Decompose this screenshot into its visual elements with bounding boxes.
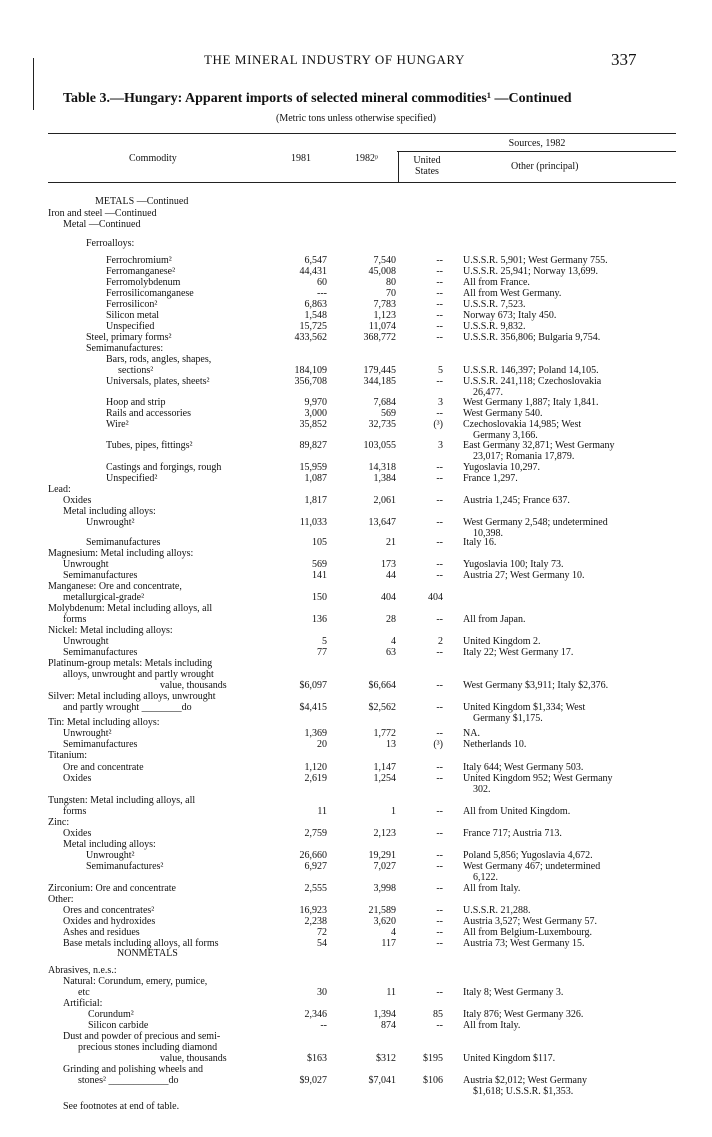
commodity-name: value, thousands — [160, 680, 227, 691]
value-united-states: -- — [436, 288, 443, 299]
value-other-sources: Austria 1,245; France 637. — [463, 495, 570, 506]
commodity-name: Tungsten: Metal including alloys, all — [48, 795, 196, 806]
value-1982: 4 — [391, 927, 396, 938]
commodity-name: Corundum² — [88, 1009, 134, 1020]
value-united-states: -- — [436, 376, 443, 387]
value-1982: 2,123 — [373, 828, 396, 839]
commodity-name: Molybdenum: Metal including alloys, all — [48, 603, 213, 614]
value-1981: 1,120 — [304, 762, 327, 773]
commodity-name: Oxides and hydroxides — [63, 916, 156, 927]
value-1981: 44,431 — [299, 266, 327, 277]
value-other-sources: Yugoslavia 100; Italy 73. — [463, 559, 564, 570]
value-other-sources: NA. — [463, 728, 480, 739]
value-other-sources: All from Japan. — [463, 614, 526, 625]
commodity-name: Unspecified — [106, 321, 155, 332]
value-united-states: -- — [436, 987, 443, 998]
value-united-states: $106 — [423, 1075, 443, 1086]
value-1981: 2,619 — [304, 773, 327, 784]
value-other-sources: Italy 8; West Germany 3. — [463, 987, 564, 998]
value-1982: 11,074 — [368, 321, 396, 332]
commodity-name: Semimanufactures — [63, 739, 138, 750]
commodity-name: Titanium: — [48, 750, 88, 761]
commodity-name: Semimanufactures — [86, 537, 161, 548]
value-other-sources: U.S.S.R. 146,397; Poland 14,105. — [463, 365, 599, 376]
value-1981: 2,555 — [304, 883, 327, 894]
value-other-sources: All from Belgium-Luxembourg. — [463, 927, 592, 938]
value-other-sources: Italy 22; West Germany 17. — [463, 647, 574, 658]
commodity-name: Silicon carbide — [88, 1020, 149, 1031]
value-1982: 404 — [381, 592, 396, 603]
value-other-sources: U.S.S.R. 21,288. — [463, 905, 531, 916]
value-other-sources: U.S.S.R. 25,941; Norway 13,699. — [463, 266, 599, 277]
value-1981: 1,548 — [304, 310, 327, 321]
value-other-sources: Norway 673; Italy 450. — [463, 310, 557, 321]
commodity-name: metallurgical-grade² — [63, 592, 145, 603]
value-united-states: -- — [436, 938, 443, 949]
value-1982: 3,998 — [373, 883, 396, 894]
header-top-rule — [48, 133, 676, 134]
value-other-sources: Austria 73; West Germany 15. — [463, 938, 585, 949]
commodity-name: Unwrought² — [86, 850, 135, 861]
value-united-states: -- — [436, 255, 443, 266]
value-other-sources: Yugoslavia 10,297. — [463, 462, 540, 473]
commodity-name: Semimanufactures: — [86, 343, 164, 354]
value-united-states: (³) — [433, 739, 443, 750]
commodity-name: precious stones including diamond — [78, 1042, 218, 1053]
commodity-name: Ore and concentrate — [63, 762, 144, 773]
value-other-sources: U.S.S.R. 9,832. — [463, 321, 526, 332]
value-united-states: -- — [436, 299, 443, 310]
value-united-states: -- — [436, 321, 443, 332]
commodity-name: Zirconium: Ore and concentrate — [48, 883, 176, 894]
value-1981: $9,027 — [299, 1075, 327, 1086]
value-other-sources: Austria 27; West Germany 10. — [463, 570, 585, 581]
commodity-name: Semimanufactures — [63, 570, 138, 581]
value-other-sources: Austria 3,527; West Germany 57. — [463, 916, 597, 927]
value-1982: 1,384 — [373, 473, 396, 484]
value-other-sources: U.S.S.R. 5,901; West Germany 755. — [463, 255, 608, 266]
value-1982: 344,185 — [363, 376, 396, 387]
commodity-name: Dust and powder of precious and semi- — [63, 1031, 221, 1042]
value-other-sources: United Kingdom $117. — [463, 1053, 556, 1064]
value-united-states: -- — [436, 1020, 443, 1031]
value-1982: 7,783 — [373, 299, 396, 310]
commodity-name: Oxides — [63, 773, 92, 784]
commodity-name: stones² ____________do — [78, 1075, 179, 1086]
table-subtitle: (Metric tons unless otherwise specified) — [276, 113, 436, 124]
value-1982: 70 — [386, 288, 396, 299]
value-1981: 54 — [317, 938, 327, 949]
commodity-name: Metal including alloys: — [63, 839, 156, 850]
value-united-states: -- — [436, 614, 443, 625]
value-1981: 26,660 — [299, 850, 327, 861]
commodity-name: Unwrought — [63, 636, 109, 647]
commodity-name: Tin: Metal including alloys: — [48, 717, 160, 728]
value-1981: 72 — [317, 927, 327, 938]
commodity-name: Bars, rods, angles, shapes, — [106, 354, 212, 365]
footnote: See footnotes at end of table. — [63, 1101, 180, 1112]
value-1981: 356,708 — [294, 376, 327, 387]
value-1982: 3,620 — [373, 916, 396, 927]
running-head — [0, 50, 712, 72]
value-1982: 19,291 — [368, 850, 396, 861]
value-united-states: 404 — [428, 592, 443, 603]
value-1981: 6,927 — [304, 861, 327, 872]
value-united-states: -- — [436, 828, 443, 839]
section-nonmetals: NONMETALS — [117, 948, 178, 959]
value-1982: 7,027 — [373, 861, 396, 872]
value-1982: 103,055 — [363, 440, 396, 451]
running-head-title: THE MINERAL INDUSTRY OF HUNGARY — [204, 52, 466, 67]
commodity-name: Semimanufactures² — [86, 861, 164, 872]
value-other-sources: All from Italy. — [463, 883, 521, 894]
value-1981: 11 — [317, 806, 327, 817]
value-united-states: -- — [436, 850, 443, 861]
commodity-name: Steel, primary forms² — [86, 332, 172, 343]
value-1981: 1,817 — [304, 495, 327, 506]
commodity-name: Castings and forgings, rough — [106, 462, 222, 473]
commodity-name: Ferroalloys: — [86, 238, 135, 249]
value-1982: $312 — [376, 1053, 396, 1064]
value-united-states: -- — [436, 806, 443, 817]
value-1981: 433,562 — [294, 332, 327, 343]
value-1982: 14,318 — [368, 462, 396, 473]
section-metals: METALS —Continued — [95, 196, 189, 207]
value-1982: 179,445 — [363, 365, 396, 376]
sources-header: Sources, 1982 — [508, 138, 566, 149]
value-1982: 1,394 — [373, 1009, 396, 1020]
value-1982: 21 — [386, 537, 396, 548]
commodity-name: Artificial: — [63, 998, 103, 1009]
value-united-states: 5 — [438, 365, 443, 376]
value-1982: 7,540 — [373, 255, 396, 266]
value-1982: 569 — [381, 408, 396, 419]
value-united-states: -- — [436, 927, 443, 938]
commodity-name: Semimanufactures — [63, 647, 138, 658]
value-1982: $2,562 — [368, 702, 396, 713]
value-other-sources: U.S.S.R. 241,118; Czechoslovakia 26,477. — [463, 376, 602, 398]
value-united-states: -- — [436, 332, 443, 343]
commodity-name: Grinding and polishing wheels and — [63, 1064, 203, 1075]
page-number: 337 — [611, 50, 637, 69]
value-1982: 63 — [386, 647, 396, 658]
commodity-header: Commodity — [129, 153, 177, 164]
value-1981: 184,109 — [294, 365, 327, 376]
value-1981: 1,087 — [304, 473, 327, 484]
header-bottom-rule — [48, 182, 676, 183]
value-united-states: -- — [436, 883, 443, 894]
value-1982: 11 — [386, 987, 396, 998]
commodity-name: Rails and accessories — [106, 408, 191, 419]
value-1982: 28 — [386, 614, 396, 625]
value-1981: --- — [317, 288, 327, 299]
value-1982: 368,772 — [363, 332, 396, 343]
value-united-states: -- — [436, 570, 443, 581]
commodity-name: Tubes, pipes, fittings² — [106, 440, 193, 451]
value-other-sources: Italy 876; West Germany 326. — [463, 1009, 584, 1020]
value-1981: 2,759 — [304, 828, 327, 839]
value-other-sources: Italy 644; West Germany 503. — [463, 762, 584, 773]
value-other-sources: West Germany $3,911; Italy $2,376. — [463, 680, 609, 691]
value-1982: 1,123 — [373, 310, 396, 321]
commodity-name: Base metals including alloys, all forms — [63, 938, 219, 949]
value-1981: 11,033 — [299, 517, 327, 528]
value-1982: 1,147 — [373, 762, 396, 773]
value-1981: 9,970 — [304, 397, 327, 408]
value-other-sources: U.S.S.R. 7,523. — [463, 299, 526, 310]
value-other-sources: All from Italy. — [463, 1020, 521, 1031]
value-1981: $6,097 — [299, 680, 327, 691]
value-1981: 6,863 — [304, 299, 327, 310]
commodity-name: Unwrought — [63, 559, 109, 570]
commodity-name: Hoop and strip — [106, 397, 166, 408]
value-1981: 105 — [312, 537, 327, 548]
value-other-sources: Poland 5,856; Yugoslavia 4,672. — [463, 850, 593, 861]
commodity-name: Other: — [48, 894, 74, 905]
commodity-name: Lead: — [48, 484, 71, 495]
year-1981-header: 1981 — [291, 153, 311, 164]
value-united-states: 3 — [438, 397, 443, 408]
value-1982: $6,664 — [368, 680, 396, 691]
commodity-name: forms — [63, 806, 87, 817]
value-1982: 32,735 — [368, 419, 396, 430]
commodity-name: Natural: Corundum, emery, pumice, — [63, 976, 208, 987]
value-1981: -- — [320, 1020, 327, 1031]
commodity-name: Oxides — [63, 828, 92, 839]
value-united-states: -- — [436, 517, 443, 528]
value-1982: 7,684 — [373, 397, 396, 408]
commodity-name: Ferromanganese² — [106, 266, 176, 277]
value-united-states: -- — [436, 310, 443, 321]
commodity-name: Silicon metal — [106, 310, 160, 321]
value-united-states: -- — [436, 495, 443, 506]
value-other-sources: Czechoslovakia 14,985; West Germany 3,166. — [463, 419, 582, 441]
section-metal: Metal —Continued — [63, 219, 141, 230]
value-other-sources: All from West Germany. — [463, 288, 562, 299]
value-united-states: -- — [436, 462, 443, 473]
value-1981: $163 — [307, 1053, 327, 1064]
value-1982: 21,589 — [368, 905, 396, 916]
value-other-sources: All from France. — [463, 277, 530, 288]
commodity-name: Unwrought² — [86, 517, 135, 528]
commodity-name: Unspecified² — [106, 473, 158, 484]
value-united-states: -- — [436, 905, 443, 916]
value-united-states: -- — [436, 861, 443, 872]
commodity-name: Manganese: Ore and concentrate, — [48, 581, 182, 592]
commodity-name: Oxides — [63, 495, 92, 506]
value-1981: 15,725 — [299, 321, 327, 332]
value-1982: 117 — [381, 938, 396, 949]
year-1982-header: 1982ᵖ — [355, 153, 379, 164]
value-united-states: -- — [436, 559, 443, 570]
commodity-name: alloys, unwrought and partly wrought — [63, 669, 214, 680]
value-1981: 136 — [312, 614, 327, 625]
commodity-name: Magnesium: Metal including alloys: — [48, 548, 194, 559]
value-1982: 2,061 — [373, 495, 396, 506]
value-united-states: -- — [436, 647, 443, 658]
commodity-name: Metal including alloys: — [63, 506, 156, 517]
value-other-sources: West Germany 1,887; Italy 1,841. — [463, 397, 599, 408]
value-1982: 44 — [386, 570, 396, 581]
value-other-sources: United Kingdom 2. — [463, 636, 541, 647]
value-united-states: -- — [436, 680, 443, 691]
commodity-name: Abrasives, n.e.s.: — [48, 965, 117, 976]
value-united-states: -- — [436, 537, 443, 548]
section-iron-steel: Iron and steel —Continued — [48, 208, 157, 219]
value-united-states: -- — [436, 762, 443, 773]
commodity-name: Ferrosilicon² — [106, 299, 158, 310]
value-united-states: -- — [436, 916, 443, 927]
commodity-name: sections² — [118, 365, 154, 376]
value-1981: 3,000 — [304, 408, 327, 419]
value-united-states: -- — [436, 473, 443, 484]
value-other-sources: East Germany 32,871; West Germany 23,017; Romania 17,879. — [463, 440, 615, 462]
us-divider — [398, 151, 399, 182]
commodity-name: Unwrought² — [63, 728, 112, 739]
value-other-sources: United Kingdom 952; West Germany 302. — [463, 773, 613, 795]
commodity-name: Universals, plates, sheets² — [106, 376, 210, 387]
value-1981: 1,369 — [304, 728, 327, 739]
value-1982: 13 — [386, 739, 396, 750]
value-other-sources: All from United Kingdom. — [463, 806, 571, 817]
value-other-sources: West Germany 467; undetermined 6,122. — [463, 861, 601, 883]
value-1982: 80 — [386, 277, 396, 288]
commodity-name: Ashes and residues — [63, 927, 140, 938]
value-united-states: -- — [436, 266, 443, 277]
value-1982: 1,254 — [373, 773, 396, 784]
value-1982: 1 — [391, 806, 396, 817]
value-united-states: -- — [436, 408, 443, 419]
other-principal-header: Other (principal) — [511, 161, 579, 172]
sources-rule — [397, 151, 676, 152]
commodity-name: and partly wrought ________do — [63, 702, 192, 713]
value-1982: 45,008 — [368, 266, 396, 277]
value-1981: 569 — [312, 559, 327, 570]
value-united-states: -- — [436, 702, 443, 713]
value-united-states: -- — [436, 773, 443, 784]
value-united-states: $195 — [423, 1053, 443, 1064]
commodity-name: Silver: Metal including alloys, unwrought — [48, 691, 216, 702]
value-1981: 5 — [322, 636, 327, 647]
value-united-states: 2 — [438, 636, 443, 647]
commodity-name: Wire² — [106, 419, 129, 430]
commodity-name: Nickel: Metal including alloys: — [48, 625, 173, 636]
value-1981: $4,415 — [299, 702, 327, 713]
value-1981: 60 — [317, 277, 327, 288]
commodity-name: Ferromolybdenum — [106, 277, 181, 288]
commodity-name: Zinc: — [48, 817, 70, 828]
value-1982: 13,647 — [368, 517, 396, 528]
commodity-name: Platinum-group metals: Metals including — [48, 658, 213, 669]
commodity-name: Ores and concentrates² — [63, 905, 155, 916]
value-1981: 89,827 — [299, 440, 327, 451]
table-title: Table 3.—Hungary: Apparent imports of selected mineral commodities¹ —Continued — [63, 91, 572, 106]
value-1981: 141 — [312, 570, 327, 581]
value-1982: $7,041 — [368, 1075, 396, 1086]
value-1981: 15,959 — [299, 462, 327, 473]
value-1981: 2,238 — [304, 916, 327, 927]
value-1981: 20 — [317, 739, 327, 750]
value-1981: 2,346 — [304, 1009, 327, 1020]
value-united-states: (³) — [433, 419, 443, 430]
commodity-name: Ferrochromium² — [106, 255, 172, 266]
value-1981: 30 — [317, 987, 327, 998]
value-1982: 1,772 — [373, 728, 396, 739]
value-1981: 35,852 — [299, 419, 327, 430]
value-united-states: -- — [436, 277, 443, 288]
united-states-header: United States — [413, 155, 441, 177]
value-other-sources: Austria $2,012; West Germany $1,618; U.S.S.R. $1,353. — [463, 1075, 587, 1097]
value-1982: 4 — [391, 636, 396, 647]
value-1982: 874 — [381, 1020, 396, 1031]
value-other-sources: Italy 16. — [463, 537, 497, 548]
value-1981: 77 — [317, 647, 327, 658]
value-united-states: -- — [436, 728, 443, 739]
value-united-states: 3 — [438, 440, 443, 451]
value-other-sources: United Kingdom $1,334; West Germany $1,175. — [463, 702, 586, 724]
value-other-sources: West Germany 2,548; undetermined 10,398. — [463, 517, 608, 539]
commodity-name: Ferrosilicomanganese — [106, 288, 194, 299]
value-1981: 6,547 — [304, 255, 327, 266]
commodity-name: forms — [63, 614, 87, 625]
value-1982: 173 — [381, 559, 396, 570]
value-other-sources: Netherlands 10. — [463, 739, 527, 750]
value-1981: 16,923 — [299, 905, 327, 916]
value-other-sources: West Germany 540. — [463, 408, 543, 419]
commodity-name: etc — [78, 987, 90, 998]
value-other-sources: France 1,297. — [463, 473, 518, 484]
value-1981: 150 — [312, 592, 327, 603]
value-other-sources: France 717; Austria 713. — [463, 828, 562, 839]
commodity-name: value, thousands — [160, 1053, 227, 1064]
value-other-sources: U.S.S.R. 356,806; Bulgaria 9,754. — [463, 332, 601, 343]
value-united-states: 85 — [433, 1009, 443, 1020]
